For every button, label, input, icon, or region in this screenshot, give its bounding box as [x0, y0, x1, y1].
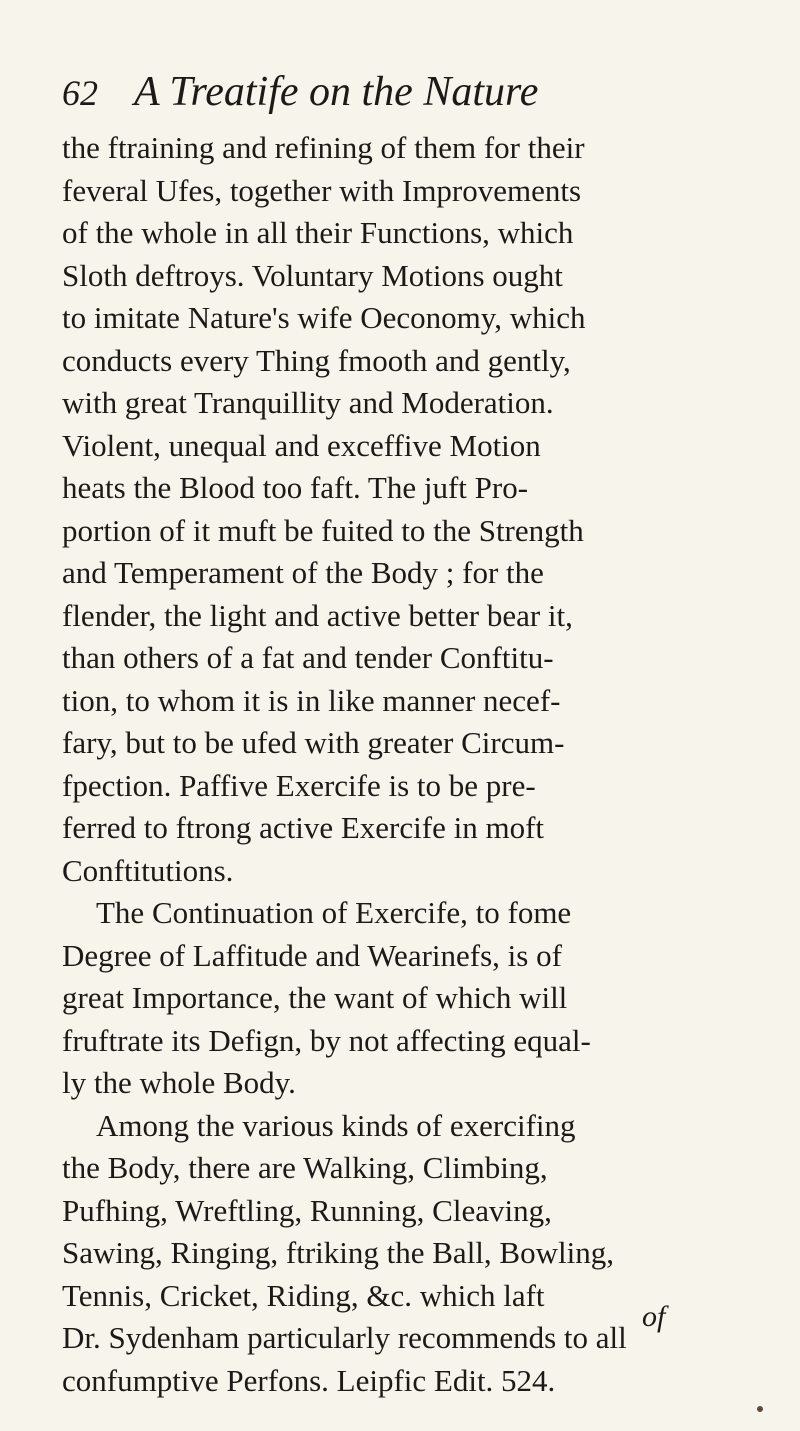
text-line: Among the various kinds of exercifing — [96, 1107, 576, 1143]
text-line: fary, but to be ufed with greater Circum- — [62, 725, 565, 760]
running-head — [62, 68, 762, 118]
text-line: ferred to ftrong active Exercife in moft — [62, 810, 544, 845]
text-line: conducts every Thing fmooth and gently, — [62, 342, 571, 378]
text-line: to imitate Nature's wife Oeconomy, which — [62, 300, 586, 335]
text-line: feveral Ufes, together with Improvements — [62, 172, 582, 208]
text-line: Conftitutions. — [62, 852, 234, 888]
text-line: fruftrate its Defign, by not affecting equal- — [62, 1022, 591, 1058]
text-line: The Continuation of Exercife, to fome — [96, 895, 572, 930]
text-line: the ftraining and refining of them for their — [62, 130, 585, 165]
text-line: the Body, there are Walking, Climbing, — [62, 1150, 548, 1185]
ink-speck — [757, 1406, 763, 1412]
text-line: tion, to whom it is in like manner necef- — [62, 682, 561, 718]
text-line: Degree of Laffitude and Wearinefs, is of — [62, 937, 562, 973]
text-line: and Temperament of the Body ; for the — [62, 555, 544, 590]
running-title: A Treatife on the Nature — [134, 69, 539, 115]
text-line: Sloth deftroys. Voluntary Motions ought — [62, 257, 563, 293]
text-line: Sawing, Ringing, ftriking the Ball, Bowling, — [62, 1235, 614, 1270]
text-line: heats the Blood too faft. The juft Pro- — [62, 470, 529, 505]
text-line: than others of a fat and tender Conftitu- — [62, 640, 554, 675]
page-number: 62 — [62, 73, 98, 113]
text-line: great Importance, the want of which will — [62, 980, 568, 1015]
text-line: Dr. Sydenham particularly recommends to all — [62, 1320, 627, 1355]
text-line: Pufhing, Wreftling, Running, Cleaving, — [62, 1192, 552, 1228]
text-line: fpection. Paffive Exercife is to be pre- — [62, 767, 536, 803]
text-line: with great Tranquillity and Moderation. — [62, 385, 554, 420]
text-line: Violent, unequal and exceffive Motion — [62, 427, 541, 463]
text-line: of the whole in all their Functions, which — [62, 215, 574, 250]
text-line: confumptive Perfons. Leipfic Edit. 524. — [62, 1362, 556, 1398]
text-line: ly the whole Body. — [62, 1065, 296, 1100]
text-line: flender, the light and active better bear it, — [62, 597, 573, 633]
text-line: portion of it muft be fuited to the Strength — [62, 512, 584, 548]
body-text — [62, 127, 782, 1402]
catchword: of — [642, 1300, 666, 1333]
text-line: Tennis, Cricket, Riding, &c. which laft — [62, 1277, 545, 1313]
